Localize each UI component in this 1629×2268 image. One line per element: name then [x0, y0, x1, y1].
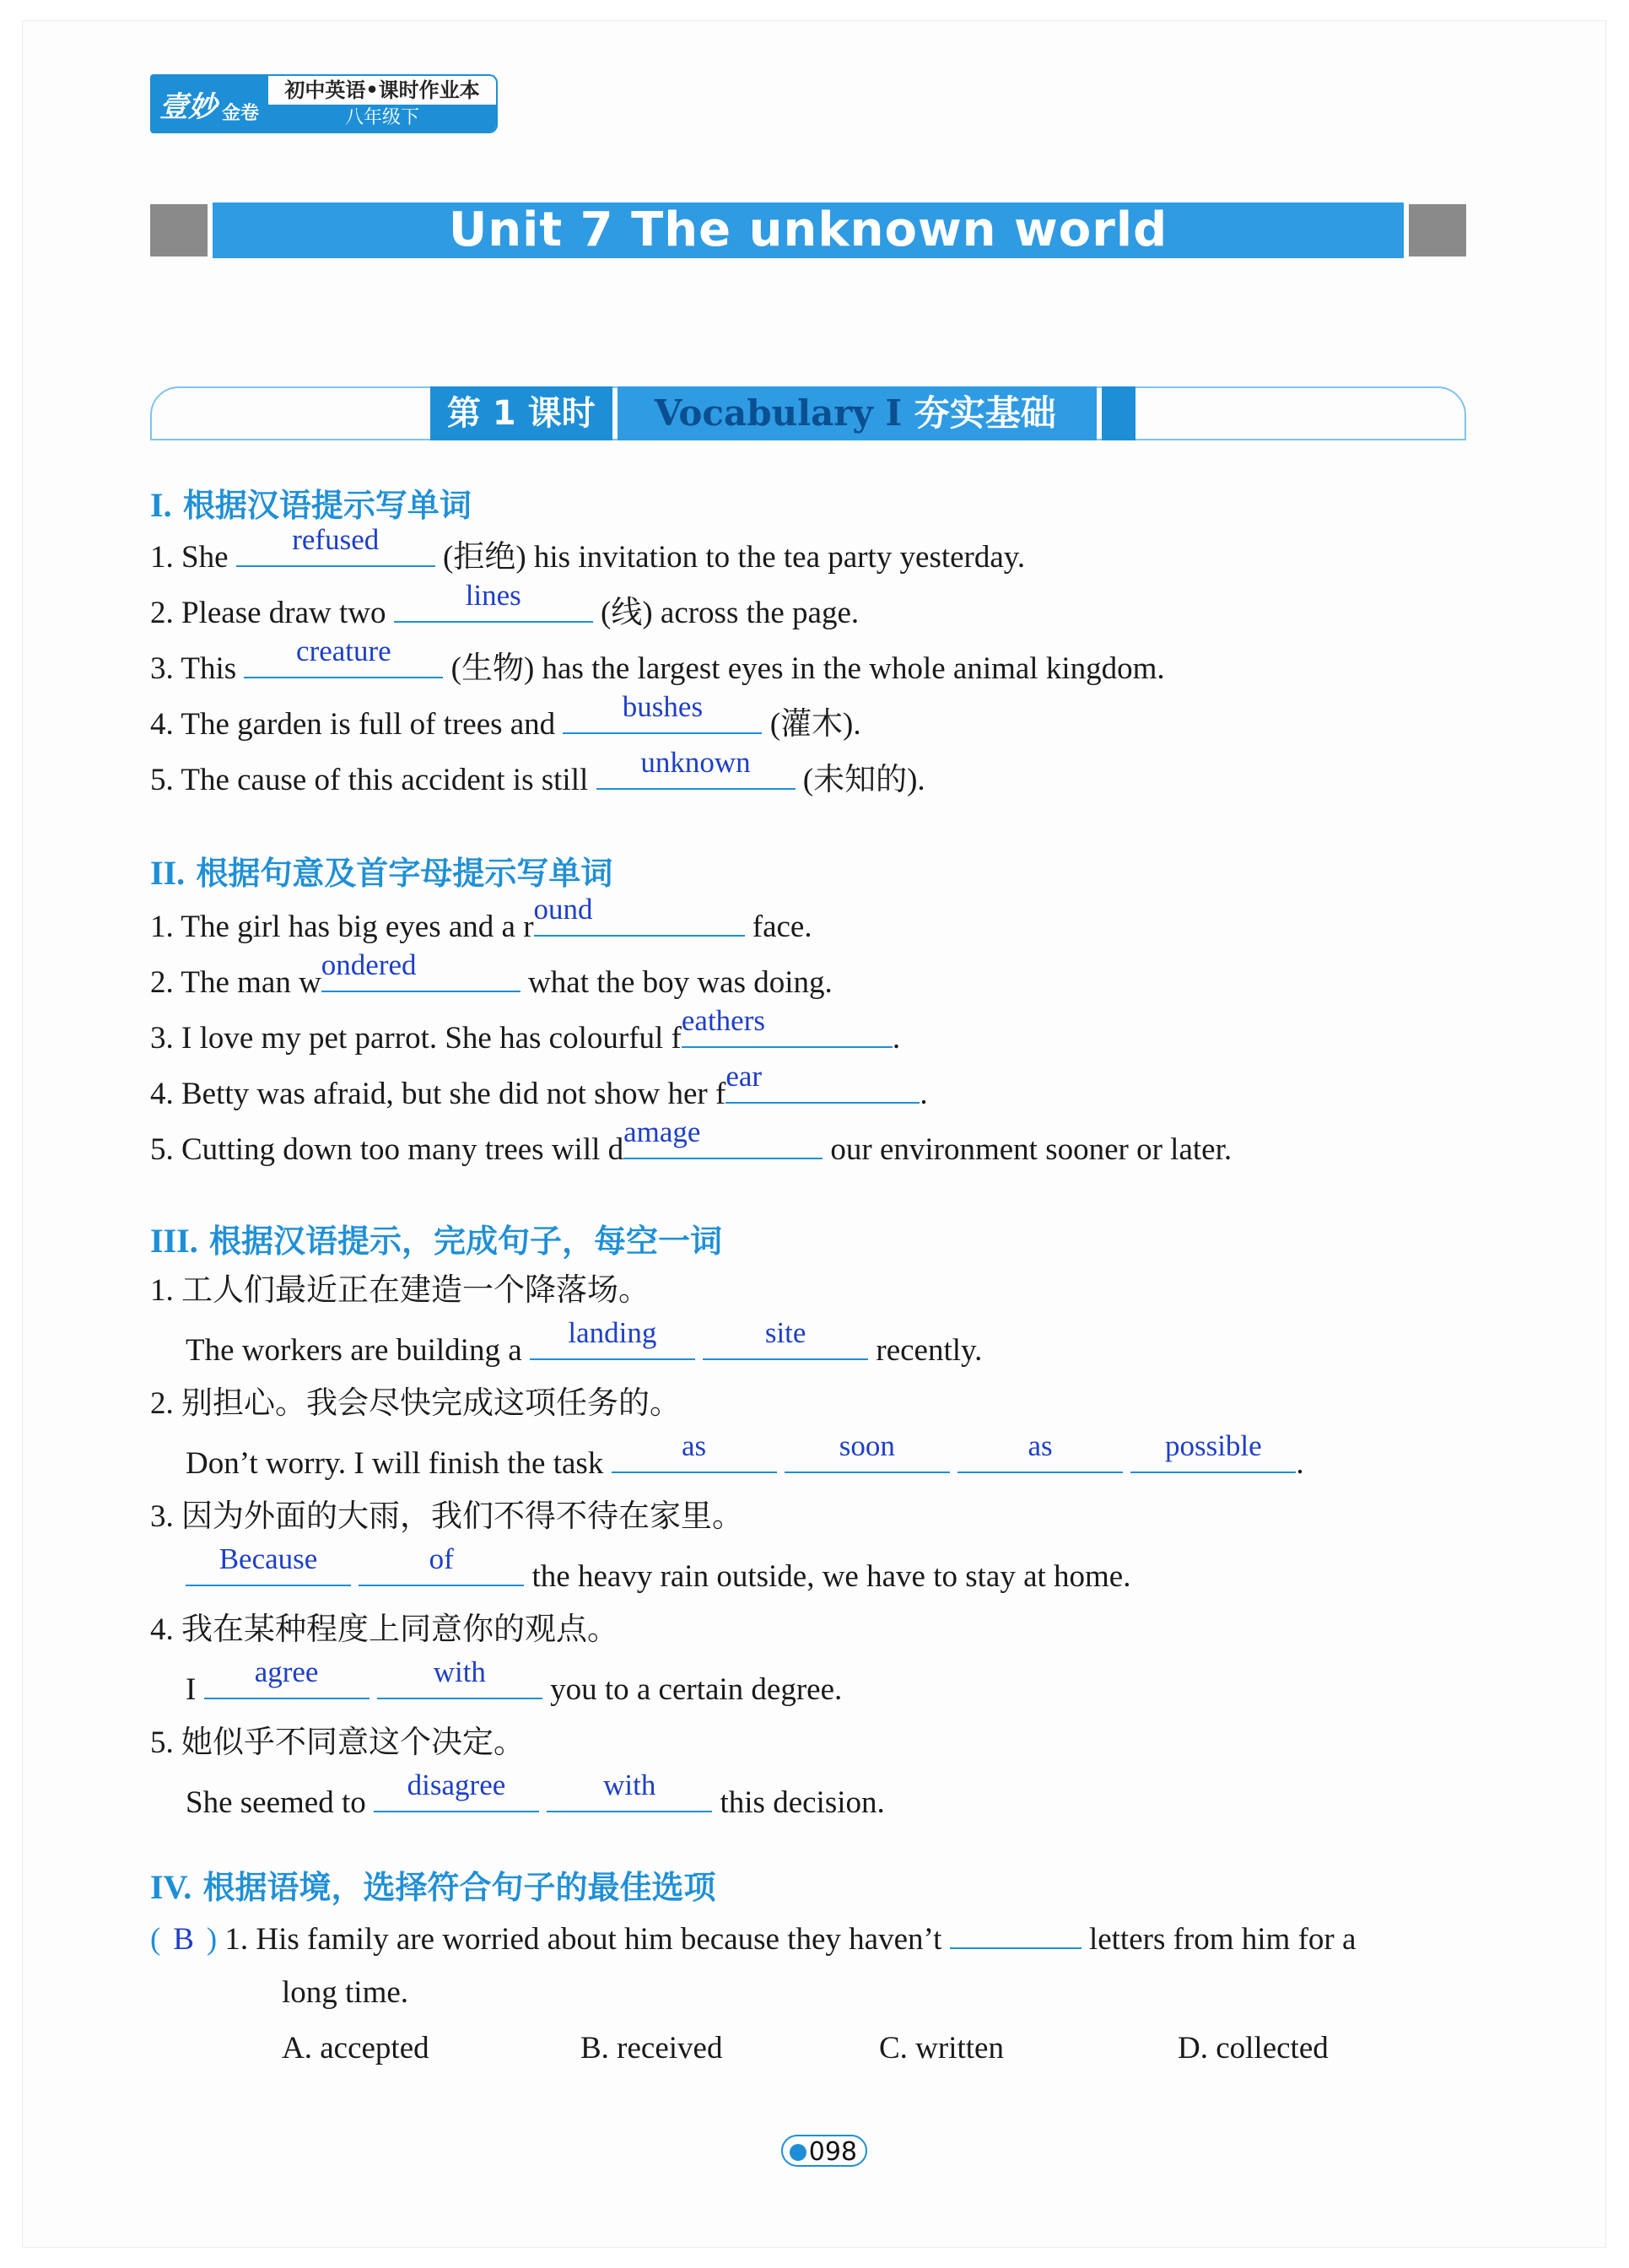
- answer-blank[interactable]: [785, 1429, 950, 1473]
- item-text: .: [1296, 1446, 1304, 1481]
- series-title: 初中英语•课时作业本: [284, 78, 480, 102]
- exercise-line: [150, 634, 1165, 688]
- lesson-banner: [150, 386, 1466, 440]
- option-d[interactable]: D. collected: [1178, 2031, 1329, 2066]
- item-text: .: [892, 1021, 901, 1056]
- exercise-line: [150, 1060, 928, 1113]
- lesson-title-en: Vocabulary I: [654, 392, 903, 434]
- answer-text: as: [1028, 1429, 1053, 1462]
- answer-blank[interactable]: [359, 1542, 524, 1586]
- answer-text: unknown: [640, 746, 751, 779]
- answer-blank[interactable]: [563, 690, 762, 734]
- answer-blank[interactable]: [533, 893, 745, 937]
- answer-text: creature: [296, 634, 391, 667]
- answer-text: eathers: [681, 1004, 765, 1037]
- item-text: .: [920, 1077, 928, 1111]
- answer-text: ound: [533, 893, 593, 926]
- item-chinese: 别担心。我会尽快完成这项任务的。: [181, 1386, 681, 1421]
- item-text: She seemed to: [186, 1785, 366, 1820]
- header-logo: [150, 74, 498, 133]
- answer-blank[interactable]: [244, 634, 443, 678]
- item-text: you to a certain degree.: [550, 1672, 843, 1707]
- item-number: 4.: [150, 707, 174, 742]
- exercise-line: [150, 1919, 1356, 1958]
- answer-blank[interactable]: [321, 948, 521, 992]
- answer-blank[interactable]: [236, 523, 435, 567]
- item-text: (拒绝) his invitation to the tea party yesterday.: [443, 540, 1026, 575]
- brand-logo: [150, 74, 268, 133]
- section-heading: [150, 479, 472, 526]
- item-number: 5.: [150, 763, 174, 797]
- answer-blank[interactable]: [530, 1316, 695, 1360]
- answer-text: with: [433, 1655, 486, 1688]
- item-number: 3.: [150, 651, 174, 686]
- item-chinese: 她似乎不同意这个决定。: [181, 1725, 525, 1760]
- brand-sub: 金卷: [221, 101, 259, 124]
- item-number: 2.: [150, 1386, 174, 1421]
- option-a[interactable]: A. accepted: [282, 2031, 429, 2066]
- item-chinese: 工人们最近正在建造一个降落场。: [181, 1273, 650, 1308]
- answer-text: Because: [218, 1542, 318, 1575]
- answer-text: disagree: [407, 1768, 506, 1801]
- exercise-line: [186, 1542, 1131, 1596]
- page-number-dot: [790, 2144, 806, 2161]
- answer-blank[interactable]: [703, 1316, 868, 1360]
- item-text: (灌木).: [769, 707, 861, 742]
- answer-text: lines: [465, 579, 521, 612]
- item-text: (线) across the page.: [601, 596, 860, 630]
- item-number: 1.: [150, 540, 174, 575]
- lesson-title-cn: 夯实基础: [914, 392, 1056, 434]
- banner-left-block: [150, 204, 208, 256]
- answer-text: as: [682, 1429, 707, 1462]
- mcq-answer[interactable]: B: [173, 1922, 194, 1957]
- item-text: The man w: [181, 965, 321, 1000]
- item-text: recently.: [876, 1333, 983, 1368]
- item-text: His family are worried about him because they haven’t: [256, 1922, 942, 1957]
- section-heading: [150, 1215, 722, 1261]
- exercise-line: [150, 579, 860, 632]
- item-text: The cause of this accident is still: [181, 763, 589, 797]
- answer-blank[interactable]: [612, 1429, 777, 1473]
- answer-text: soon: [839, 1429, 895, 1462]
- exercise-line: [282, 1974, 408, 2012]
- section-roman: III.: [150, 1222, 198, 1260]
- page-number: [781, 2135, 867, 2167]
- item-number: 1.: [224, 1922, 249, 1957]
- unit-banner: [150, 202, 1466, 258]
- brand-name: 壹妙: [159, 89, 217, 124]
- section-roman: II.: [150, 854, 186, 892]
- unit-title: Unit 7 The unknown world: [213, 202, 1404, 258]
- section-title: 根据汉语提示写单词: [182, 487, 472, 524]
- item-text: The girl has big eyes and a r: [181, 910, 534, 944]
- item-text: the heavy rain outside, we have to stay at home.: [531, 1559, 1131, 1594]
- lesson-title-box: [430, 386, 1135, 440]
- option-b[interactable]: B. received: [580, 2031, 723, 2066]
- answer-text: ondered: [321, 948, 417, 981]
- exercise-line: [150, 1385, 681, 1423]
- answer-text: bushes: [622, 690, 704, 723]
- item-number: 5.: [150, 1132, 174, 1167]
- section-heading: [150, 847, 612, 894]
- lesson-number: 第 1 课时: [430, 386, 612, 440]
- item-text: Betty was afraid, but she did not show her f: [181, 1077, 726, 1111]
- item-number: 3.: [150, 1499, 174, 1534]
- answer-blank[interactable]: [547, 1768, 712, 1812]
- lesson-banner-stub: [1102, 386, 1135, 440]
- answer-blank[interactable]: [204, 1655, 369, 1699]
- item-text: face.: [752, 910, 812, 944]
- item-chinese: 我在某种程度上同意你的观点。: [181, 1612, 618, 1647]
- answer-blank[interactable]: [623, 1115, 823, 1159]
- answer-blank[interactable]: [725, 1060, 920, 1104]
- item-number: 4.: [150, 1077, 174, 1111]
- answer-text: site: [764, 1316, 806, 1349]
- exercise-line: [186, 1429, 1304, 1482]
- answer-bracket-close: ): [206, 1922, 218, 1957]
- answer-bracket-open: (: [150, 1922, 161, 1957]
- answer-blank[interactable]: [394, 579, 593, 623]
- options-line: [282, 2030, 1329, 2067]
- answer-text: possible: [1164, 1429, 1262, 1462]
- answer-text: of: [429, 1542, 454, 1575]
- answer-blank[interactable]: [374, 1768, 539, 1812]
- exercise-line: [186, 1768, 885, 1822]
- item-number: 2.: [150, 965, 174, 1000]
- item-text: this decision.: [720, 1785, 885, 1820]
- exercise-line: [150, 1004, 901, 1057]
- answer-text: agree: [254, 1655, 319, 1688]
- grade-label: 八年级下: [268, 105, 496, 132]
- exercise-line: [150, 893, 812, 946]
- item-number: 5.: [150, 1725, 174, 1760]
- answer-blank[interactable]: [681, 1004, 893, 1048]
- section-title: 根据句意及首字母提示写单词: [196, 855, 613, 892]
- item-number: 1.: [150, 910, 174, 944]
- item-text: Cutting down too many trees will d: [181, 1132, 624, 1167]
- item-text: She: [181, 540, 229, 575]
- answer-blank[interactable]: [377, 1655, 542, 1699]
- item-text: what the boy was doing.: [528, 965, 833, 1000]
- series-box: [268, 74, 498, 133]
- page-number-text: 098: [808, 2137, 857, 2167]
- answer-blank[interactable]: [186, 1542, 351, 1586]
- item-text: Please draw two: [181, 596, 386, 630]
- section-title: 根据语境，选择符合句子的最佳选项: [202, 1869, 716, 1906]
- item-number: 4.: [150, 1612, 174, 1647]
- item-text: (生物) has the largest eyes in the whole animal kingdom.: [450, 651, 1165, 686]
- section-heading: [150, 1861, 716, 1908]
- answer-blank[interactable]: [950, 1919, 1082, 1949]
- item-text: I love my pet parrot. She has colourful f: [181, 1021, 682, 1056]
- item-text: I: [186, 1672, 197, 1707]
- answer-text: landing: [568, 1316, 657, 1349]
- exercise-line: [150, 1612, 618, 1649]
- exercise-line: [150, 1115, 1233, 1169]
- item-chinese: 因为外面的大雨，我们不得不待在家里。: [181, 1499, 743, 1534]
- item-text: our environment sooner or later.: [830, 1132, 1233, 1167]
- exercise-line: [186, 1316, 983, 1369]
- item-text: The workers are building a: [186, 1333, 522, 1368]
- answer-blank[interactable]: [596, 746, 796, 790]
- item-text: Don’t worry. I will finish the task: [186, 1446, 604, 1481]
- answer-text: amage: [623, 1115, 701, 1148]
- section-roman: IV.: [150, 1868, 192, 1906]
- exercise-line: [150, 948, 833, 1002]
- answer-text: ear: [725, 1060, 763, 1093]
- item-text: This: [181, 651, 237, 686]
- exercise-line: [150, 1498, 743, 1536]
- item-number: 2.: [150, 596, 174, 630]
- answer-blank[interactable]: [1130, 1429, 1296, 1473]
- banner-right-block: [1409, 204, 1466, 256]
- lesson-title: [618, 386, 1097, 440]
- exercise-line: [150, 746, 925, 799]
- exercise-line: [150, 1272, 650, 1310]
- item-text: letters from him for a: [1088, 1922, 1357, 1957]
- item-text: The garden is full of trees and: [181, 707, 556, 742]
- answer-text: refused: [292, 523, 380, 556]
- answer-blank[interactable]: [957, 1429, 1123, 1473]
- item-number: 3.: [150, 1021, 174, 1056]
- section-roman: I.: [150, 486, 172, 524]
- exercise-line: [150, 690, 861, 743]
- exercise-line: [150, 1725, 525, 1762]
- exercise-line: [150, 523, 1026, 576]
- item-text: long time.: [282, 1975, 409, 2010]
- answer-text: with: [603, 1768, 656, 1801]
- option-c[interactable]: C. written: [879, 2031, 1004, 2066]
- item-number: 1.: [150, 1273, 174, 1308]
- section-title: 根据汉语提示，完成句子，每空一词: [208, 1223, 722, 1260]
- item-text: (未知的).: [802, 763, 925, 797]
- exercise-line: [186, 1655, 843, 1709]
